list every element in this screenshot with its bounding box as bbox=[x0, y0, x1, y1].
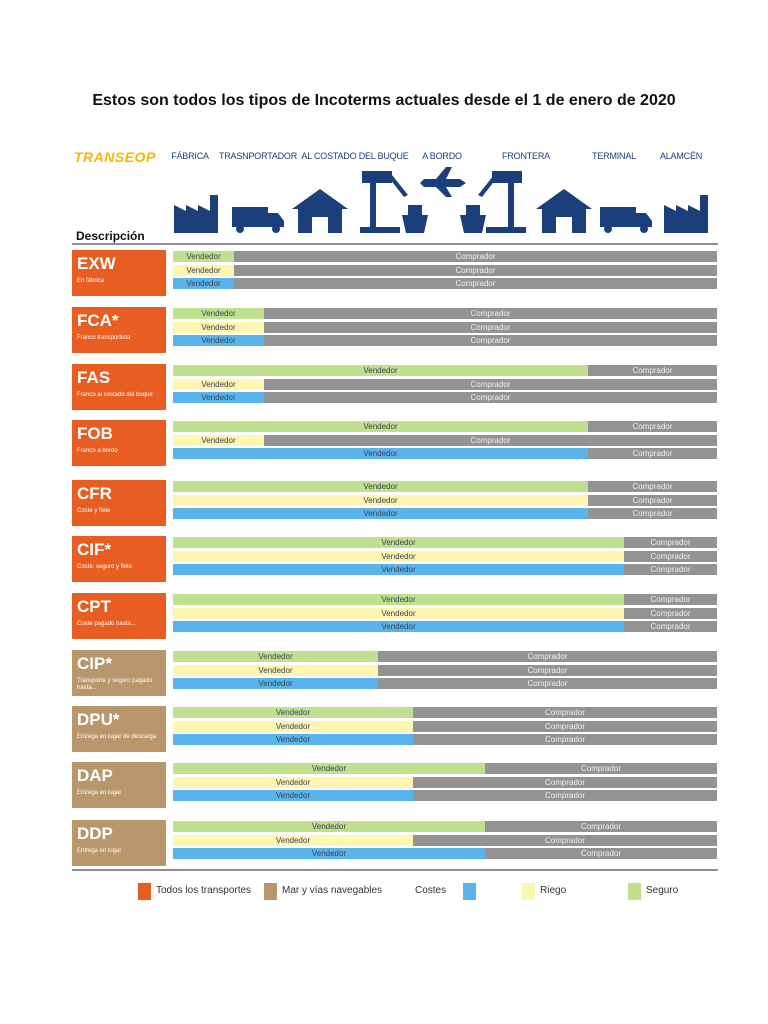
comprador-bar: Comprador bbox=[624, 608, 717, 619]
term-dap bbox=[72, 762, 166, 808]
term-code: DPU* bbox=[77, 710, 120, 729]
stage-label: AL COSTADO DEL BUQUE bbox=[301, 151, 409, 161]
vendedor-bar-riego: Vendedor bbox=[173, 265, 234, 276]
comprador-bar: Comprador bbox=[234, 278, 717, 289]
term-name: Franco al costado del buque bbox=[77, 392, 153, 398]
vendedor-bar-riego: Vendedor bbox=[173, 835, 413, 846]
vendedor-bar-riego: Vendedor bbox=[173, 721, 413, 732]
term-dpu bbox=[72, 706, 166, 752]
term-name: Coste, seguro y flete bbox=[77, 564, 133, 570]
warehouse-icon bbox=[292, 189, 348, 233]
term-ddp bbox=[72, 820, 166, 866]
term-name: Coste pagado hasta... bbox=[77, 621, 136, 627]
legend-label: Riego bbox=[540, 885, 567, 896]
comprador-bar: Comprador bbox=[413, 835, 717, 846]
term-code: CFR bbox=[77, 484, 112, 503]
comprador-bar: Comprador bbox=[413, 734, 717, 745]
comprador-bar: Comprador bbox=[485, 848, 717, 859]
comprador-bar: Comprador bbox=[413, 721, 717, 732]
comprador-bar: Comprador bbox=[624, 594, 717, 605]
vendedor-bar-seguro: Vendedor bbox=[173, 421, 588, 432]
comprador-bar: Comprador bbox=[588, 495, 717, 506]
term-name: En fábrica bbox=[77, 278, 105, 284]
factory-icon bbox=[664, 195, 708, 233]
comprador-bar: Comprador bbox=[485, 763, 717, 774]
term-code: CIF* bbox=[77, 540, 111, 559]
port-crane-icon bbox=[360, 171, 408, 233]
vendedor-bar-costes: Vendedor bbox=[173, 734, 413, 745]
legend-label: Seguro bbox=[646, 885, 679, 896]
term-code: FAS bbox=[77, 368, 111, 387]
term-code: FCA* bbox=[77, 311, 119, 330]
stage-label: TRASNPORTADOR bbox=[218, 151, 298, 161]
term-exw bbox=[72, 250, 166, 296]
comprador-bar: Comprador bbox=[413, 777, 717, 788]
ship-icon bbox=[402, 205, 486, 233]
comprador-bar: Comprador bbox=[264, 335, 717, 346]
vendedor-bar-riego: Vendedor bbox=[173, 665, 378, 676]
vendedor-bar-seguro: Vendedor bbox=[173, 365, 588, 376]
comprador-bar: Comprador bbox=[264, 435, 717, 446]
term-code: DAP bbox=[77, 766, 113, 785]
divider bbox=[72, 243, 718, 245]
legend-swatch bbox=[264, 883, 277, 900]
vendedor-bar-seguro: Vendedor bbox=[173, 821, 485, 832]
term-name: Entrega en lugar bbox=[77, 848, 122, 854]
term-cpt bbox=[72, 593, 166, 639]
description-header: Descripción bbox=[76, 229, 145, 243]
stage-label: FRONTERA bbox=[502, 151, 550, 161]
vendedor-bar-riego: Vendedor bbox=[173, 777, 413, 788]
comprador-bar: Comprador bbox=[264, 322, 717, 333]
truck-icon bbox=[600, 207, 652, 233]
vendedor-bar-seguro: Vendedor bbox=[173, 763, 485, 774]
comprador-bar: Comprador bbox=[264, 308, 717, 319]
term-cif bbox=[72, 536, 166, 582]
vendedor-bar-seguro: Vendedor bbox=[173, 308, 264, 319]
term-name: Entrega en lugar bbox=[77, 790, 122, 796]
vendedor-bar-costes: Vendedor bbox=[173, 621, 624, 632]
term-name: Franco a bordo bbox=[77, 448, 118, 454]
comprador-bar: Comprador bbox=[624, 621, 717, 632]
brand-logo: TRANSEOP bbox=[74, 149, 156, 165]
comprador-bar: Comprador bbox=[264, 392, 717, 403]
comprador-bar: Comprador bbox=[588, 508, 717, 519]
comprador-bar: Comprador bbox=[624, 564, 717, 575]
comprador-bar: Comprador bbox=[588, 421, 717, 432]
comprador-bar: Comprador bbox=[413, 707, 717, 718]
comprador-bar: Comprador bbox=[234, 251, 717, 262]
logistics-illustration bbox=[170, 165, 716, 237]
term-code: FOB bbox=[77, 424, 113, 443]
legend-swatch bbox=[628, 883, 641, 900]
factory-icon bbox=[174, 195, 218, 233]
comprador-bar: Comprador bbox=[588, 481, 717, 492]
term-code: DDP bbox=[77, 824, 113, 843]
comprador-bar: Comprador bbox=[413, 790, 717, 801]
comprador-bar: Comprador bbox=[234, 265, 717, 276]
comprador-bar: Comprador bbox=[588, 365, 717, 376]
vendedor-bar-riego: Vendedor bbox=[173, 435, 264, 446]
port-crane-icon bbox=[478, 171, 526, 233]
term-name: Coste y flete bbox=[77, 508, 111, 514]
warehouse-icon bbox=[536, 189, 592, 233]
comprador-bar: Comprador bbox=[378, 665, 717, 676]
vendedor-bar-costes: Vendedor bbox=[173, 335, 264, 346]
vendedor-bar-costes: Vendedor bbox=[173, 564, 624, 575]
vendedor-bar-riego: Vendedor bbox=[173, 322, 264, 333]
term-name: Entrega en lugar de descarga bbox=[77, 734, 157, 740]
legend-label: Todos los transportes bbox=[156, 885, 252, 896]
comprador-bar: Comprador bbox=[624, 537, 717, 548]
vendedor-bar-costes: Vendedor bbox=[173, 278, 234, 289]
comprador-bar: Comprador bbox=[485, 821, 717, 832]
vendedor-bar-costes: Vendedor bbox=[173, 678, 378, 689]
stage-label: FÁBRICA bbox=[171, 151, 209, 161]
legend-swatch bbox=[522, 883, 535, 900]
legend-label: Costes bbox=[415, 885, 447, 896]
term-name: Franco transportista bbox=[77, 335, 131, 341]
term-code: CIP* bbox=[77, 654, 112, 673]
term-fca bbox=[72, 307, 166, 353]
term-code: CPT bbox=[77, 597, 111, 616]
comprador-bar: Comprador bbox=[588, 448, 717, 459]
comprador-bar: Comprador bbox=[264, 379, 717, 390]
legend-label: Mar y vías navegables bbox=[282, 885, 383, 896]
term-fas bbox=[72, 364, 166, 410]
page-title: Estos son todos los tipos de Incoterms actuales desde el 1 de enero de 2020 bbox=[92, 92, 676, 109]
stage-label: ALAMCÉN bbox=[659, 151, 703, 161]
comprador-bar: Comprador bbox=[378, 678, 717, 689]
vendedor-bar-costes: Vendedor bbox=[173, 392, 264, 403]
legend bbox=[0, 881, 768, 903]
vendedor-bar-seguro: Vendedor bbox=[173, 481, 588, 492]
stage-label: TERMINAL bbox=[592, 151, 636, 161]
vendedor-bar-seguro: Vendedor bbox=[173, 251, 234, 262]
divider bbox=[72, 869, 718, 871]
vendedor-bar-riego: Vendedor bbox=[173, 495, 588, 506]
vendedor-bar-costes: Vendedor bbox=[173, 790, 413, 801]
vendedor-bar-seguro: Vendedor bbox=[173, 537, 624, 548]
comprador-bar: Comprador bbox=[378, 651, 717, 662]
legend-swatch bbox=[138, 883, 151, 900]
truck-icon bbox=[232, 207, 284, 233]
term-code: EXW bbox=[77, 254, 116, 273]
vendedor-bar-costes: Vendedor bbox=[173, 448, 588, 459]
vendedor-bar-riego: Vendedor bbox=[173, 379, 264, 390]
vendedor-bar-costes: Vendedor bbox=[173, 508, 588, 519]
stage-label: A BORDO bbox=[422, 151, 462, 161]
term-fob bbox=[72, 420, 166, 466]
vendedor-bar-seguro: Vendedor bbox=[173, 707, 413, 718]
term-name: Transporte y seguro pagado hasta... bbox=[77, 678, 153, 691]
comprador-bar: Comprador bbox=[624, 551, 717, 562]
airplane-icon bbox=[420, 167, 466, 197]
vendedor-bar-costes: Vendedor bbox=[173, 848, 485, 859]
vendedor-bar-riego: Vendedor bbox=[173, 608, 624, 619]
vendedor-bar-riego: Vendedor bbox=[173, 551, 624, 562]
vendedor-bar-seguro: Vendedor bbox=[173, 651, 378, 662]
vendedor-bar-seguro: Vendedor bbox=[173, 594, 624, 605]
term-cfr bbox=[72, 480, 166, 526]
legend-swatch bbox=[463, 883, 476, 900]
term-cip bbox=[72, 650, 166, 696]
